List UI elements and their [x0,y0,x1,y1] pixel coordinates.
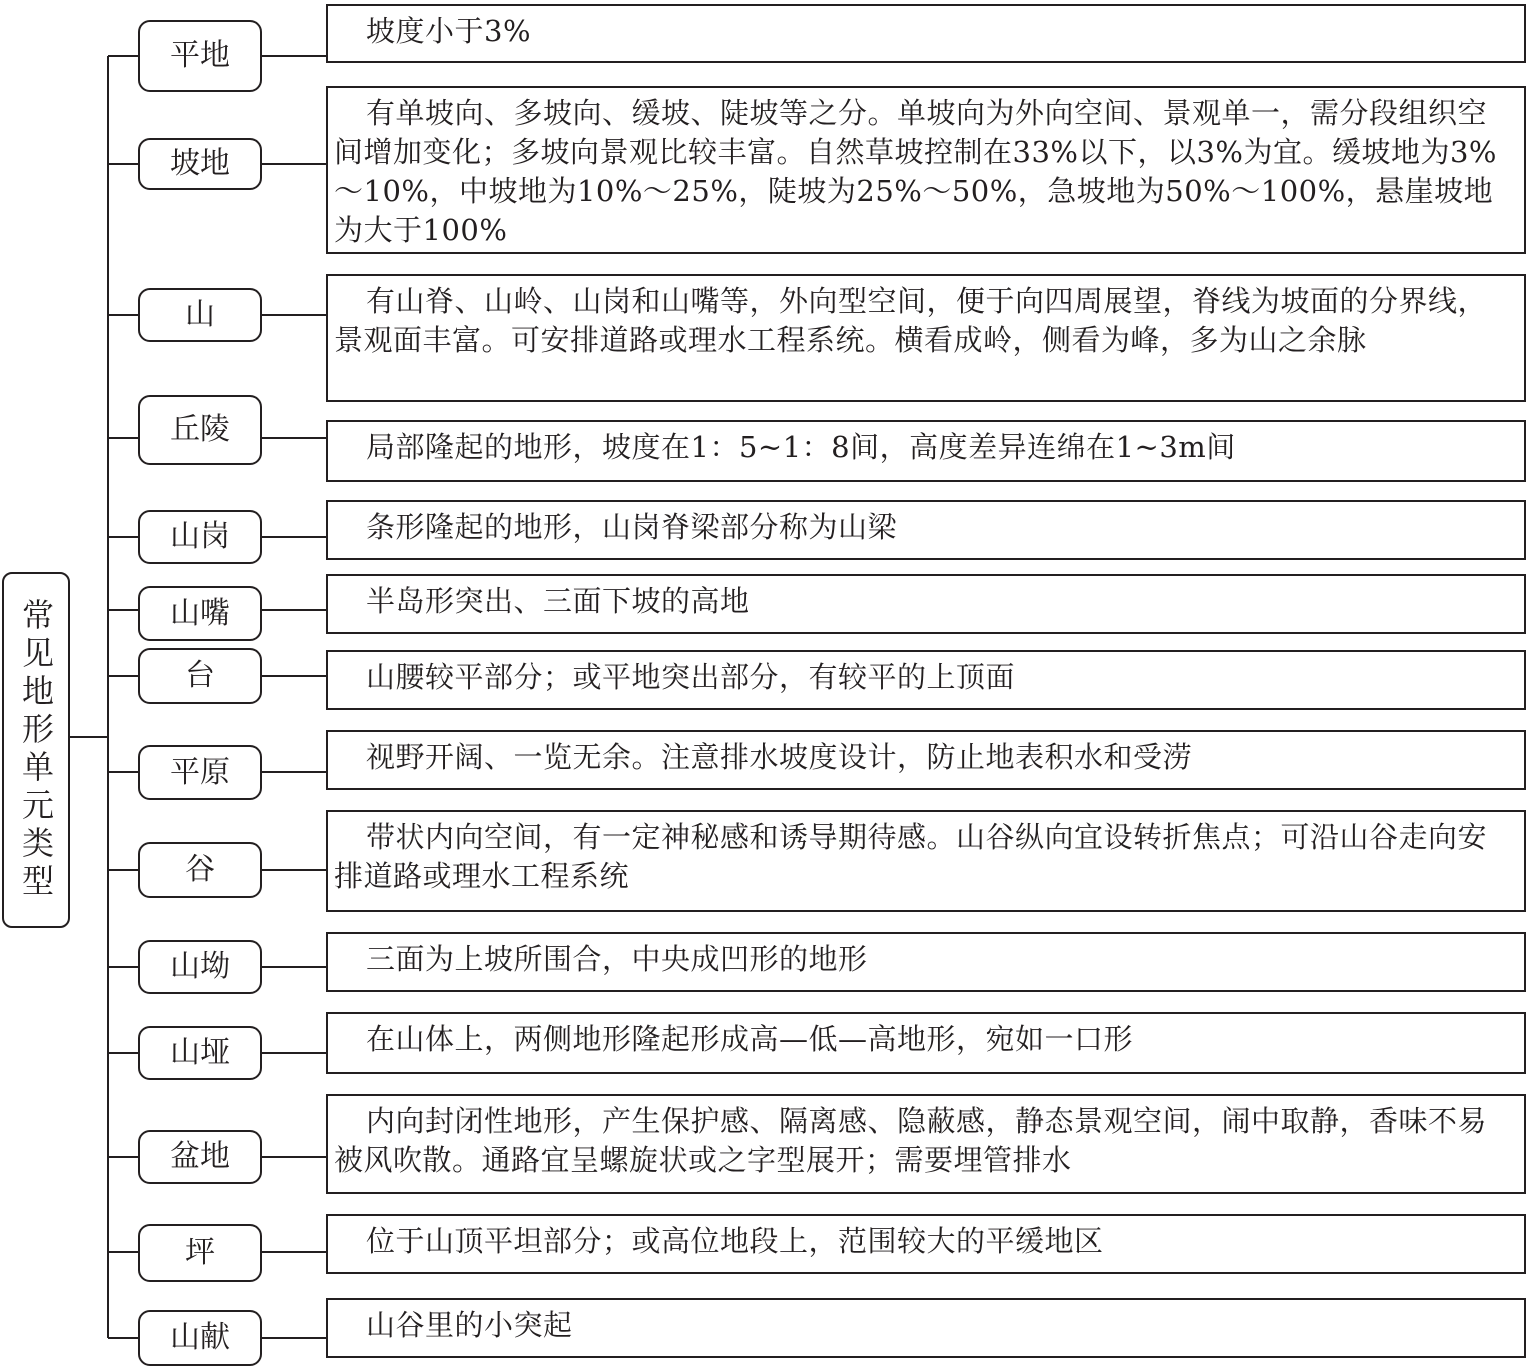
description-box [326,4,1526,63]
term-label: 山垭 [170,1035,230,1070]
description-text: 山谷里的小突起 [366,1308,573,1342]
description-box [326,932,1526,992]
description-box [326,810,1526,912]
description-text: 有单坡向、多坡向、缓坡、陡坡等之分。单坡向为外向空间、景观单一，需分段组织空间增加变化；多坡向景观比较丰富。自然草坡控制在33%以下，以3%为宜。缓坡地为3%～10%，中坡地为10%～25%，陡坡为25%～50%，急坡地为50%～100%，悬崖坡地为大于100% [334,96,1497,247]
description-box [326,730,1526,790]
term-label: 平地 [170,38,230,73]
term-label: 坡地 [170,146,230,181]
description-box [326,1214,1526,1274]
description-box [326,574,1526,634]
description-text: 内向封闭性地形，产生保护感、隔离感、隐蔽感，静态景观空间，闹中取静，香味不易被风吹散。通路宜呈螺旋状或之字型展开；需要埋管排水 [334,1104,1488,1177]
term-box [138,648,262,704]
description-box [326,500,1526,560]
term-box [138,745,262,800]
term-label: 谷 [185,852,215,887]
root-category-label: 常见地形单元类型 [17,598,55,902]
term-label: 山嘴 [170,595,230,631]
description-box [326,86,1526,254]
term-box [138,395,262,465]
term-box [138,288,262,342]
description-text: 位于山顶平坦部分；或高位地段上，范围较大的平缓地区 [366,1224,1104,1258]
term-box [138,842,262,898]
description-box [326,650,1526,710]
term-label: 山献 [170,1320,230,1355]
description-text: 半岛形突出、三面下坡的高地 [366,584,750,618]
description-text: 视野开阔、一览无余。注意排水坡度设计，防止地表积水和受涝 [366,740,1193,774]
description-box [326,1298,1526,1358]
term-label: 坪 [185,1235,215,1270]
description-text: 条形隆起的地形，山岗脊梁部分称为山梁 [366,510,898,544]
term-label: 平原 [170,754,230,790]
term-label: 台 [185,658,215,693]
term-box [138,1130,262,1184]
description-text: 有山脊、山岭、山岗和山嘴等，外向型空间，便于向四周展望，脊线为坡面的分界线，景观面丰富。可安排道路或理水工程系统。横看成岭，侧看为峰，多为山之余脉 [334,284,1488,357]
term-box [138,940,262,994]
description-text: 坡度小于3% [366,14,532,48]
description-text: 三面为上坡所围合，中央成凹形的地形 [366,942,868,976]
term-box [138,138,262,190]
root-category-box [2,572,70,928]
term-box [138,586,262,641]
description-text: 局部隆起的地形，坡度在1：5~1：8间，高度差异连绵在1~3m间 [366,430,1236,464]
description-box [326,1094,1526,1194]
term-box [138,1310,262,1366]
term-label: 山 [185,297,215,332]
term-label: 山坳 [170,949,230,984]
description-text: 山腰较平部分；或平地突出部分，有较平的上顶面 [366,660,1016,694]
term-box [138,20,262,92]
term-box [138,510,262,564]
term-label: 盆地 [170,1139,230,1174]
description-box [326,420,1526,482]
term-box [138,1026,262,1080]
term-box [138,1224,262,1282]
term-label: 丘陵 [170,412,230,447]
description-text: 在山体上，两侧地形隆起形成高—低—高地形，宛如一口形 [366,1022,1134,1056]
description-text: 带状内向空间，有一定神秘感和诱导期待感。山谷纵向宜设转折焦点；可沿山谷走向安排道路或理水工程系统 [334,820,1488,893]
term-label: 山岗 [170,519,230,554]
description-box [326,274,1526,402]
description-box [326,1012,1526,1074]
